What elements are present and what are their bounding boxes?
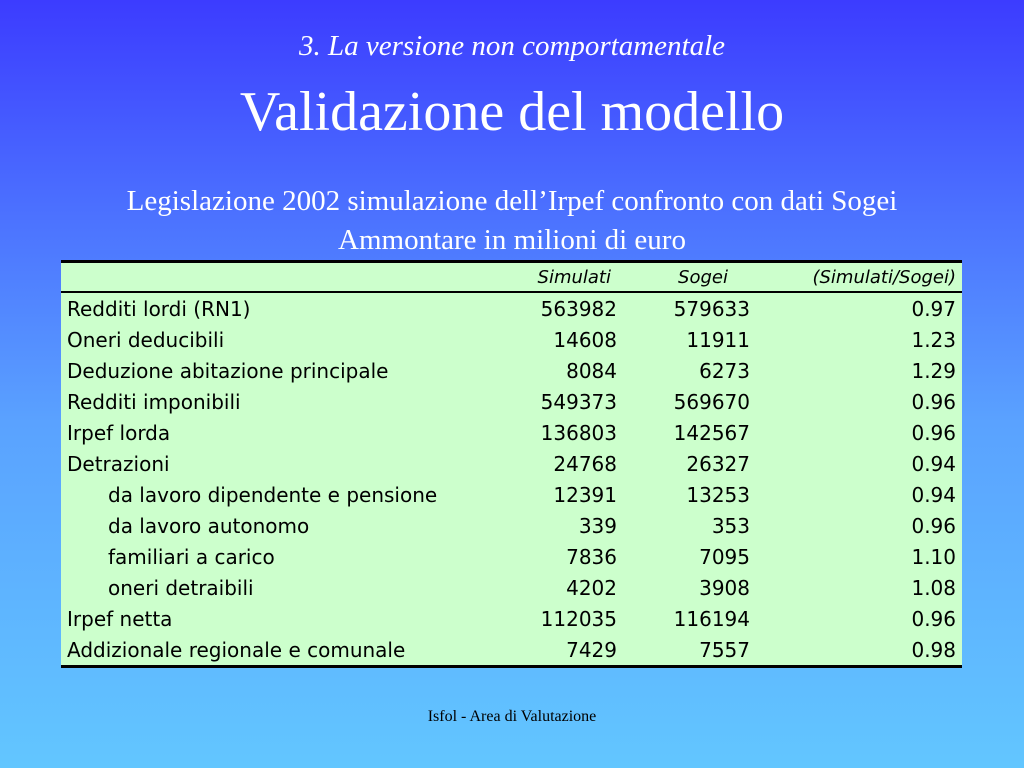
cell-ratio: 0.94: [911, 482, 956, 507]
table-row: [61, 324, 962, 355]
row-label: Irpef netta: [67, 606, 173, 631]
cell-ratio: 1.23: [911, 327, 956, 352]
table-row: [61, 292, 962, 324]
cell-simulati: 112035: [540, 606, 617, 631]
cell-sogei: 7557: [699, 637, 750, 662]
table-row: [61, 603, 962, 634]
cell-simulati: 339: [578, 513, 617, 538]
caption-line-2: Ammontare in milioni di euro: [338, 224, 686, 256]
table-row: [61, 386, 962, 417]
cell-simulati: 7429: [566, 637, 617, 662]
row-label: oneri detraibili: [108, 575, 254, 600]
cell-sogei: 6273: [699, 358, 750, 383]
table-row: [61, 510, 962, 541]
cell-sogei: 7095: [699, 544, 750, 569]
cell-ratio: 1.10: [911, 544, 956, 569]
table-row: [61, 634, 962, 665]
cell-sogei: 353: [711, 513, 750, 538]
row-label: Redditi lordi (RN1): [67, 296, 251, 321]
cell-ratio: 0.96: [911, 420, 956, 445]
slide-footer: Isfol - Area di Valutazione: [427, 708, 597, 725]
cell-sogei: 26327: [686, 451, 750, 476]
cell-sogei: 13253: [686, 482, 750, 507]
table-header-row: [61, 263, 962, 292]
cell-sogei: 116194: [673, 606, 750, 631]
cell-simulati: 7836: [566, 544, 617, 569]
cell-ratio: 0.97: [911, 296, 956, 321]
table-row: [61, 541, 962, 572]
row-label: Oneri deducibili: [67, 327, 225, 352]
table-body: [61, 292, 962, 665]
slide-subtitle: 3. La versione non comportamentale: [298, 30, 726, 62]
cell-ratio: 0.96: [911, 389, 956, 414]
row-label: da lavoro dipendente e pensione: [108, 482, 438, 507]
header-ratio: (Simulati/Sogei): [756, 263, 962, 292]
cell-ratio: 0.96: [911, 606, 956, 631]
row-label: Detrazioni: [67, 451, 170, 476]
cell-simulati: 8084: [566, 358, 617, 383]
cell-sogei: 3908: [699, 575, 750, 600]
row-label: Redditi imponibili: [67, 389, 241, 414]
cell-sogei: 11911: [686, 327, 750, 352]
cell-ratio: 1.29: [911, 358, 956, 383]
table-caption: [0, 182, 1024, 260]
cell-ratio: 0.96: [911, 513, 956, 538]
header-simulati: Simulati: [489, 263, 623, 292]
cell-simulati: 136803: [540, 420, 617, 445]
row-label: da lavoro autonomo: [108, 513, 310, 538]
cell-ratio: 1.08: [911, 575, 956, 600]
cell-simulati: 12391: [553, 482, 617, 507]
cell-ratio: 0.94: [911, 451, 956, 476]
cell-simulati: 14608: [553, 327, 617, 352]
slide-title: Validazione del modello: [239, 81, 785, 143]
table-row: [61, 417, 962, 448]
table-row: [61, 479, 962, 510]
table-row: [61, 448, 962, 479]
row-label: Deduzione abitazione principale: [67, 358, 389, 383]
caption-line-1: Legislazione 2002 simulazione dell’Irpef confronto con dati Sogei: [126, 185, 898, 217]
row-label: Addizionale regionale e comunale: [67, 637, 406, 662]
header-label: [61, 263, 489, 292]
cell-ratio: 0.98: [911, 637, 956, 662]
table-row: [61, 355, 962, 386]
header-sogei: Sogei: [623, 263, 756, 292]
row-label: Irpef lorda: [67, 420, 171, 445]
cell-sogei: 142567: [673, 420, 750, 445]
cell-sogei: 569670: [673, 389, 750, 414]
table-row: [61, 572, 962, 603]
cell-simulati: 24768: [553, 451, 617, 476]
row-label: familiari a carico: [108, 544, 275, 569]
cell-simulati: 563982: [540, 296, 617, 321]
cell-sogei: 579633: [673, 296, 750, 321]
comparison-table: [61, 260, 962, 668]
cell-simulati: 549373: [540, 389, 617, 414]
cell-simulati: 4202: [566, 575, 617, 600]
